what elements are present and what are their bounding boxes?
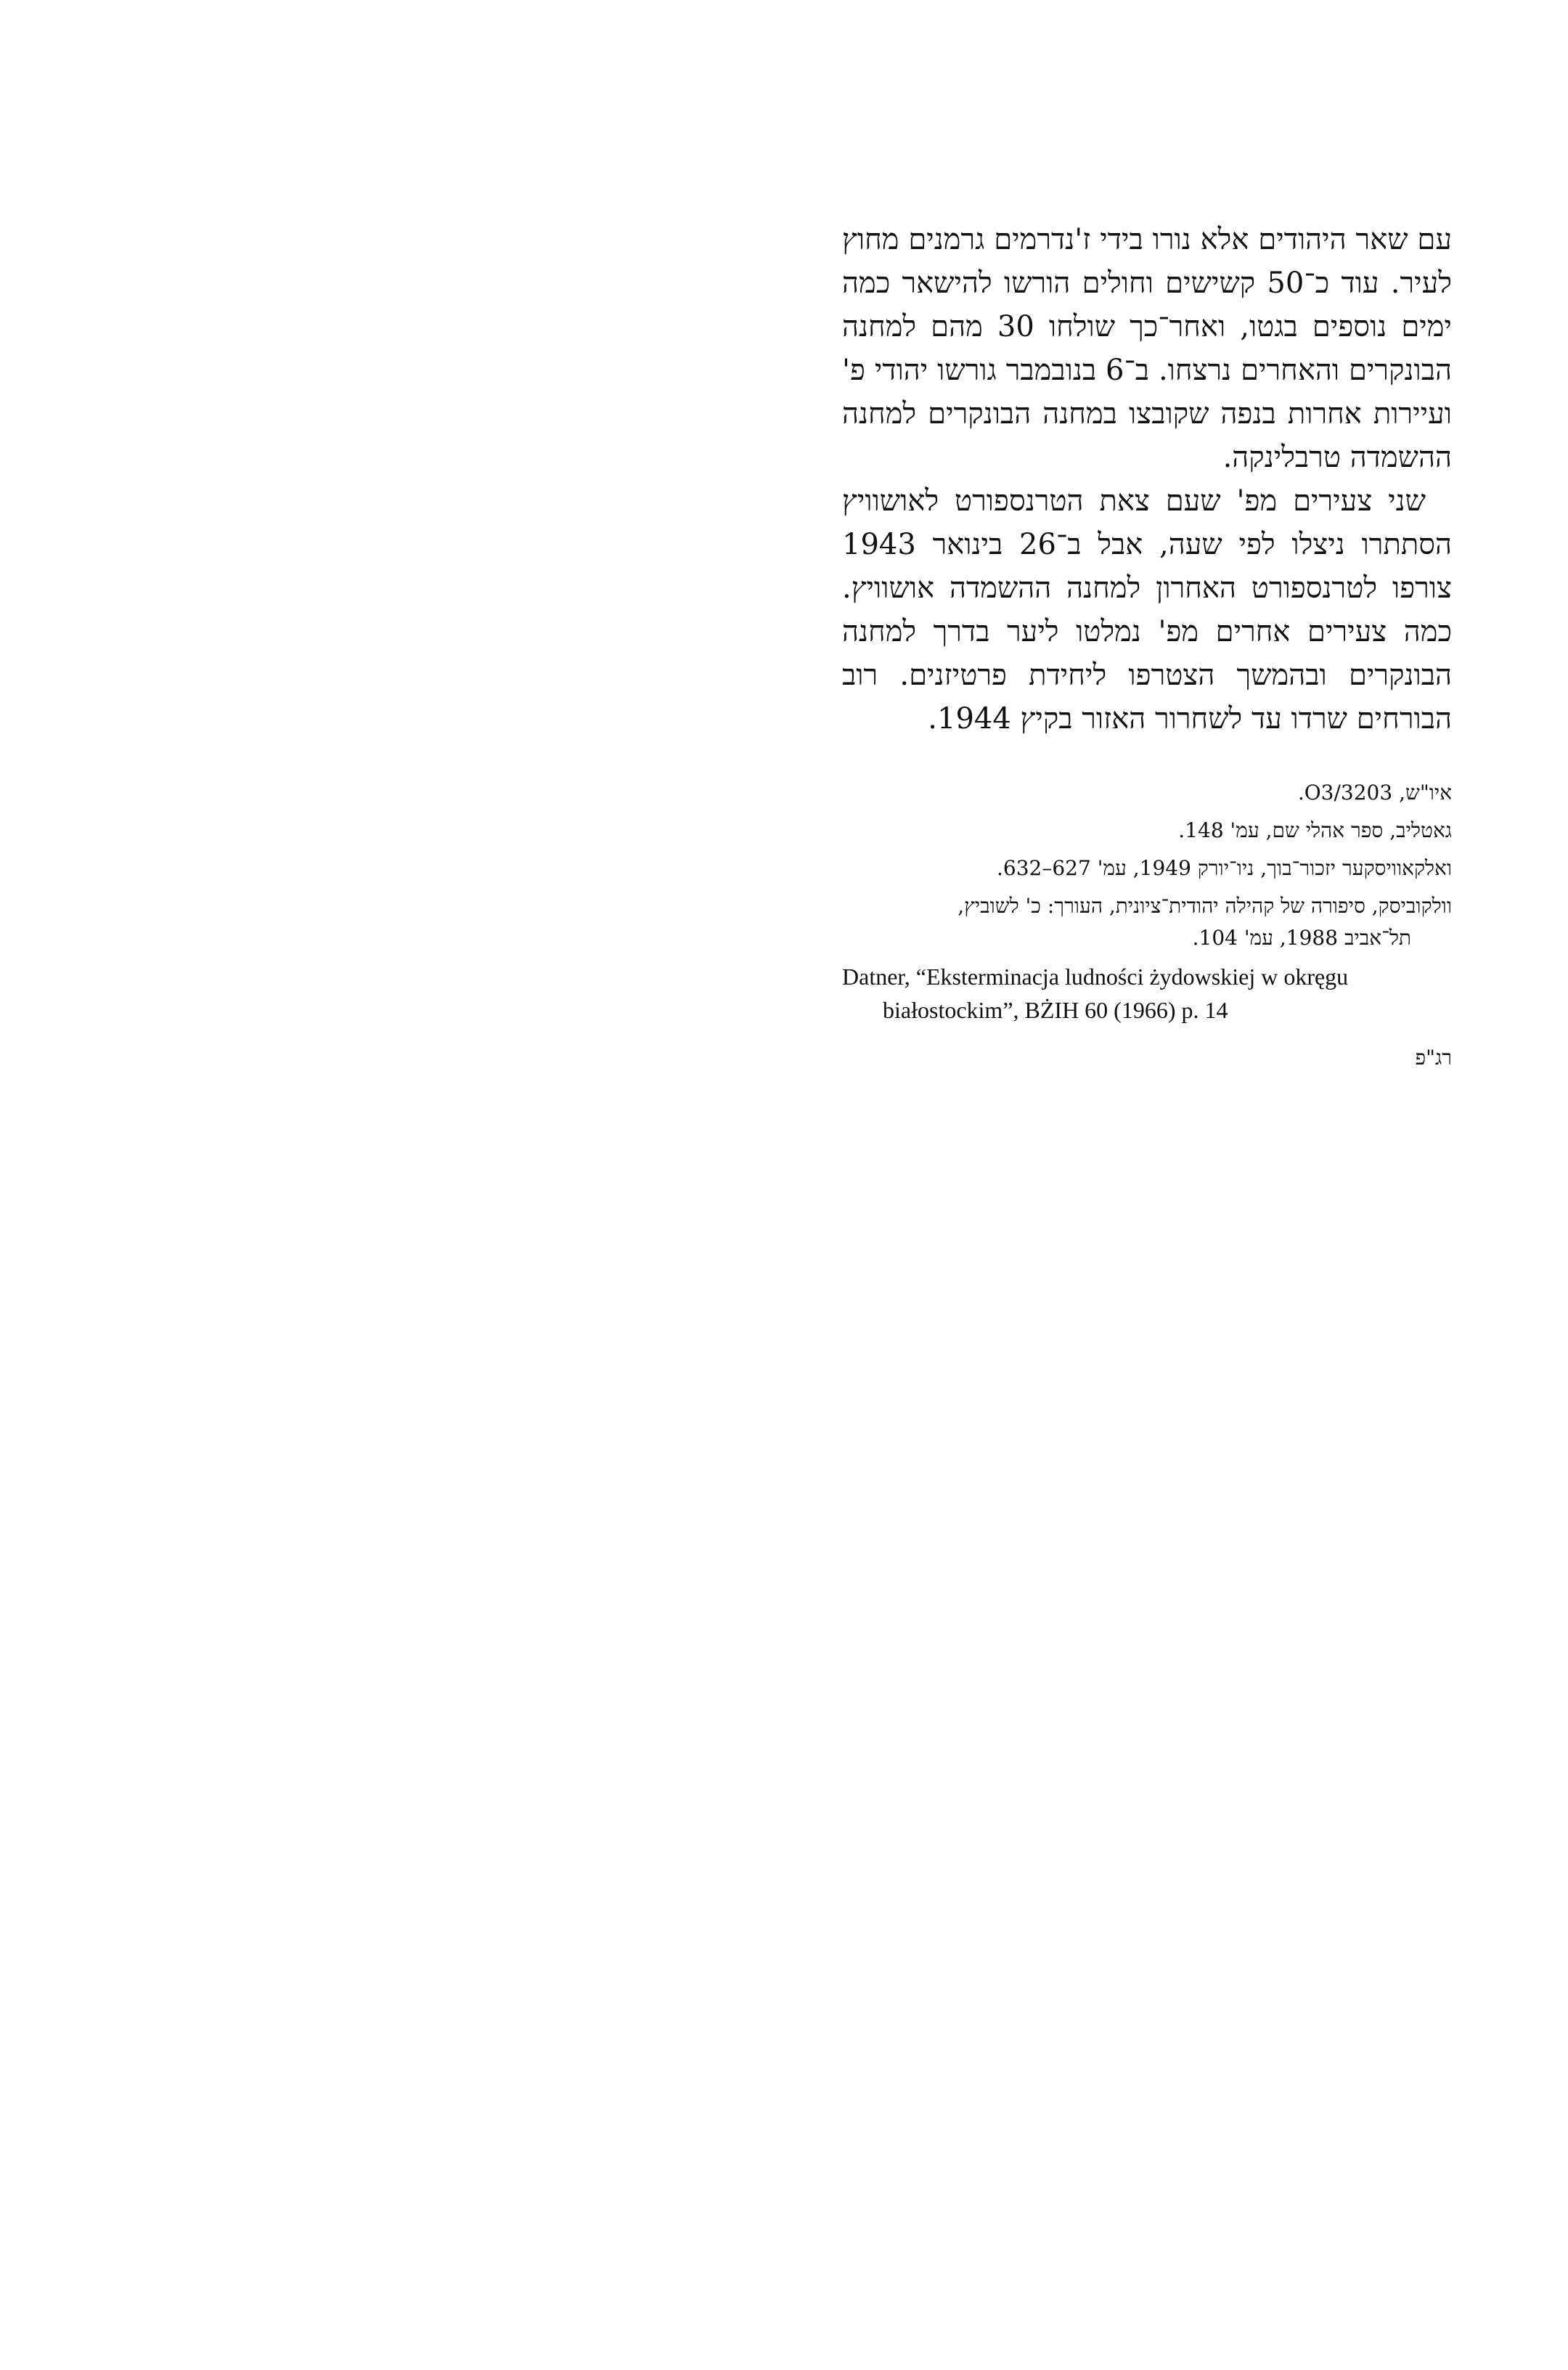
source-entry: [842, 777, 1452, 809]
paragraph-2: שני צעירים מפ' שעם צאת הטרנספורט לאושוויץ הסתתרו ניצלו לפי שעה, אבל ב־26 בינואר 1943 צורפו לטרנספורט האחרון למחנה ההשמדה אושוויץ. כמה צעירים אחרים מפ' נמלטו ליער בדרך למחנה הבונקרים ובהמשך הצטרפו ליחידת פרטיזנים. רוב הבורחים שרדו עד לשחרור האזור בקיץ 1944.: [842, 484, 1452, 736]
source-entry: [842, 815, 1452, 847]
page-column: [842, 218, 1452, 1070]
source-line: ואלקאוויסקער יזכור־בוך, ניו־יורק 1949, עמ' 627–632.: [996, 856, 1452, 880]
source-line-continued: תל־אביב 1988, עמ' 104.: [1192, 926, 1411, 950]
source-line: Datner, “Eksterminacja ludności żydowskiej w okręgu: [842, 964, 1349, 990]
source-line: וולקוביסק, סיפורה של קהילה יהודית־ציונית, העורך: כ' לשוביץ,: [957, 894, 1452, 918]
source-line: איו"ש, O3/3203.: [1297, 781, 1452, 805]
source-entry: [842, 852, 1452, 884]
source-entry: [842, 890, 1452, 954]
sources-list: [842, 777, 1452, 1027]
source-line: גאטליב, ספר אהלי שם, עמ' 148.: [1178, 818, 1452, 842]
source-line-continued: białostockim”, BŻIH 60 (1966) p. 14: [883, 997, 1228, 1023]
paragraph-1: עם שאר היהודים אלא נורו בידי ז'נדרמים גרמנים מחוץ לעיר. עוד כ־50 קשישים וחולים הורשו להישאר כמה ימים נוספים בגטו, ואחר־כך שולחו 30 מהם למחנה הבונקרים והאחרים נרצחו. ב־6 בנובמבר גורשו יהודי פ' ועיירות אחרות בנפה שקובצו במחנה הבונקרים למחנה ההשמדה טרבלינקה.: [842, 223, 1453, 474]
article-body: [842, 218, 1452, 741]
author-initials: רג"פ: [1415, 1046, 1452, 1070]
source-entry-latin: [842, 960, 1452, 1027]
